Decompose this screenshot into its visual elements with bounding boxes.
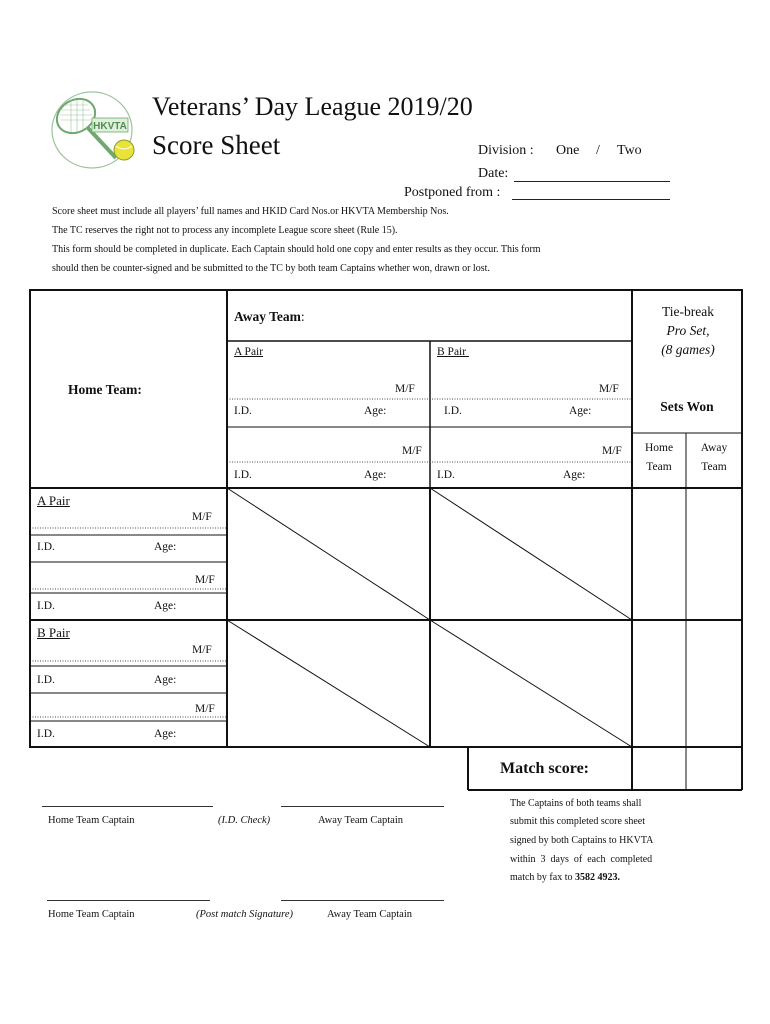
away-b1-id[interactable]: I.D. [444,405,462,417]
sets-home-team-label: Team [646,461,672,473]
fax-note-line: submit this completed score sheet [510,816,645,827]
home-a-pair-label: A Pair [37,493,70,508]
away-b2-age[interactable]: Age: [563,469,586,481]
away-a1-mf[interactable]: M/F [395,383,415,395]
match-score-home-cell[interactable] [632,747,686,790]
tiebreak-label-1: Tie-break [662,304,714,319]
sets-away-team-label: Team [701,461,727,473]
away-captain-id-signature-line[interactable] [281,806,444,807]
id-check-label: (I.D. Check) [218,815,271,826]
sheet-title: Score Sheet [152,130,281,160]
division-label: Division : [478,143,534,158]
note-line: Score sheet must include all players’ full names and HKID Card Nos.or HKVTA Membership Nos. [52,206,449,217]
postponed-field[interactable] [512,199,670,200]
home-a1-age[interactable]: Age: [154,541,177,553]
away-captain-label: Away Team Captain [318,815,403,826]
logo-text: HKVTA [93,121,127,132]
note-line: This form should be completed in duplicate. Each Captain should hold one copy and enter results as they occur. This form [52,244,541,255]
home-b1-age[interactable]: Age: [154,674,177,686]
fax-note-line: signed by both Captains to HKVTA [510,835,654,846]
away-captain-post-signature-line[interactable] [281,900,444,901]
away-a2-mf[interactable]: M/F [402,445,422,457]
division-separator: / [596,143,600,158]
note-line: The TC reserves the right not to process any incomplete League score sheet (Rule 15). [52,225,398,236]
away-a1-age[interactable]: Age: [364,405,387,417]
away-a2-id[interactable]: I.D. [234,469,252,481]
home-team-label: Home Team: [68,382,142,397]
home-captain-label: Home Team Captain [48,909,135,920]
hkvta-logo [46,88,138,172]
away-b1-age[interactable]: Age: [569,405,592,417]
fax-note-line: match by fax to 3582 4923. [510,872,620,883]
home-a2-id[interactable]: I.D. [37,600,55,612]
tiebreak-label-3: (8 games) [661,342,715,357]
post-match-signature-label: (Post match Signature) [196,909,294,920]
fax-note-line: The Captains of both teams shall [510,798,642,809]
away-b1-mf[interactable]: M/F [599,383,619,395]
sets-won-label: Sets Won [660,399,714,414]
postponed-label: Postponed from : [404,185,501,200]
match-score-label: Match score: [500,760,589,777]
note-line: should then be counter-signed and be submitted to the TC by both team Captains whether won, drawn or lost. [52,263,490,274]
sets-away-label: Away [700,442,728,454]
division-two[interactable]: Two [617,143,642,158]
home-captain-id-signature-line[interactable] [42,806,213,807]
home-a2-age[interactable]: Age: [154,600,177,612]
home-b2-id[interactable]: I.D. [37,728,55,740]
home-captain-post-signature-line[interactable] [47,900,210,901]
tiebreak-label-2: Pro Set, [666,323,710,338]
away-a1-id[interactable]: I.D. [234,405,252,417]
sets-home-label: Home [644,442,674,454]
home-b1-mf[interactable]: M/F [192,644,212,656]
home-b2-age[interactable]: Age: [154,728,177,740]
away-b-pair-label: B Pair [437,346,467,358]
away-b2-id[interactable]: I.D. [437,469,455,481]
home-a1-id[interactable]: I.D. [37,541,55,553]
away-a2-age[interactable]: Age: [364,469,387,481]
home-a2-mf[interactable]: M/F [195,574,215,586]
home-b1-id[interactable]: I.D. [37,674,55,686]
division-one[interactable]: One [556,143,580,158]
date-label: Date: [478,166,509,181]
fax-note-line: within 3 days of each completed [510,854,653,865]
home-a1-mf[interactable]: M/F [192,511,212,523]
away-b2-mf[interactable]: M/F [602,445,622,457]
away-team-label: Away Team: [234,309,305,324]
fax-number: 3582 4923. [574,872,620,883]
home-b-pair-label: B Pair [37,625,70,640]
league-title: Veterans’ Day League 2019/20 [152,92,473,121]
away-captain-label: Away Team Captain [327,909,412,920]
away-a-pair-label: A Pair [234,346,264,358]
date-field[interactable] [514,181,670,182]
match-score-away-cell[interactable] [686,747,742,790]
home-captain-label: Home Team Captain [48,815,135,826]
home-b2-mf[interactable]: M/F [195,703,215,715]
